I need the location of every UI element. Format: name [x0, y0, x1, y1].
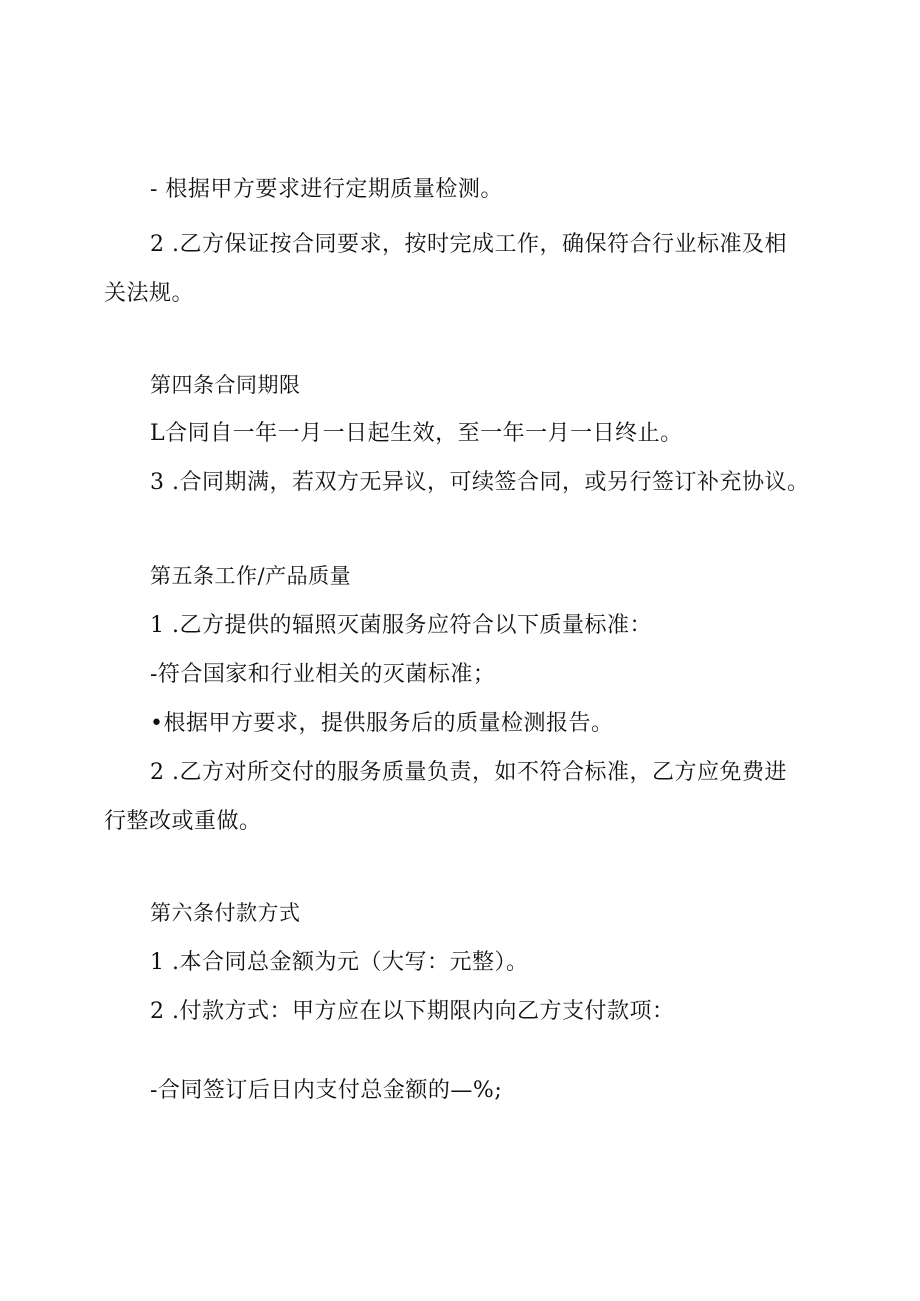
- section-heading: 第六条付款方式: [150, 901, 301, 925]
- text-line: -合同签订后日内支付总金额的—%;: [150, 1078, 503, 1103]
- text-line: 关法规。: [104, 281, 195, 306]
- text-line: - 根据甲方要求进行定期质量检测。: [150, 177, 503, 202]
- section-heading: 第四条合同期限: [150, 373, 301, 397]
- text-line: -符合国家和行业相关的灭菌标准；: [150, 662, 496, 687]
- text-line: 2 .乙方对所交付的服务质量负责，如不符合标准，乙方应免费进: [150, 760, 787, 785]
- text-line: 1 .本合同总金额为元（大写：元整）。: [150, 950, 529, 975]
- text-line: 行整改或重做。: [104, 809, 262, 834]
- text-line: •根据甲方要求，提供服务后的质量检测报告。: [150, 711, 614, 736]
- text-line: 2 .付款方式：甲方应在以下期限内向乙方支付款项：: [150, 999, 675, 1024]
- text-line: 3 .合同期满，若双方无异议，可续签合同，或另行签订补充协议。: [150, 470, 810, 495]
- text-line: 2 .乙方保证按合同要求，按时完成工作，确保符合行业标准及相: [150, 232, 787, 257]
- text-line: L合同自一年一月一日起生效，至一年一月一日终止。: [150, 421, 683, 446]
- text-line: 1 .乙方提供的辐照灭菌服务应符合以下质量标准：: [150, 613, 652, 638]
- section-heading: 第五条工作/产品质量: [150, 564, 352, 588]
